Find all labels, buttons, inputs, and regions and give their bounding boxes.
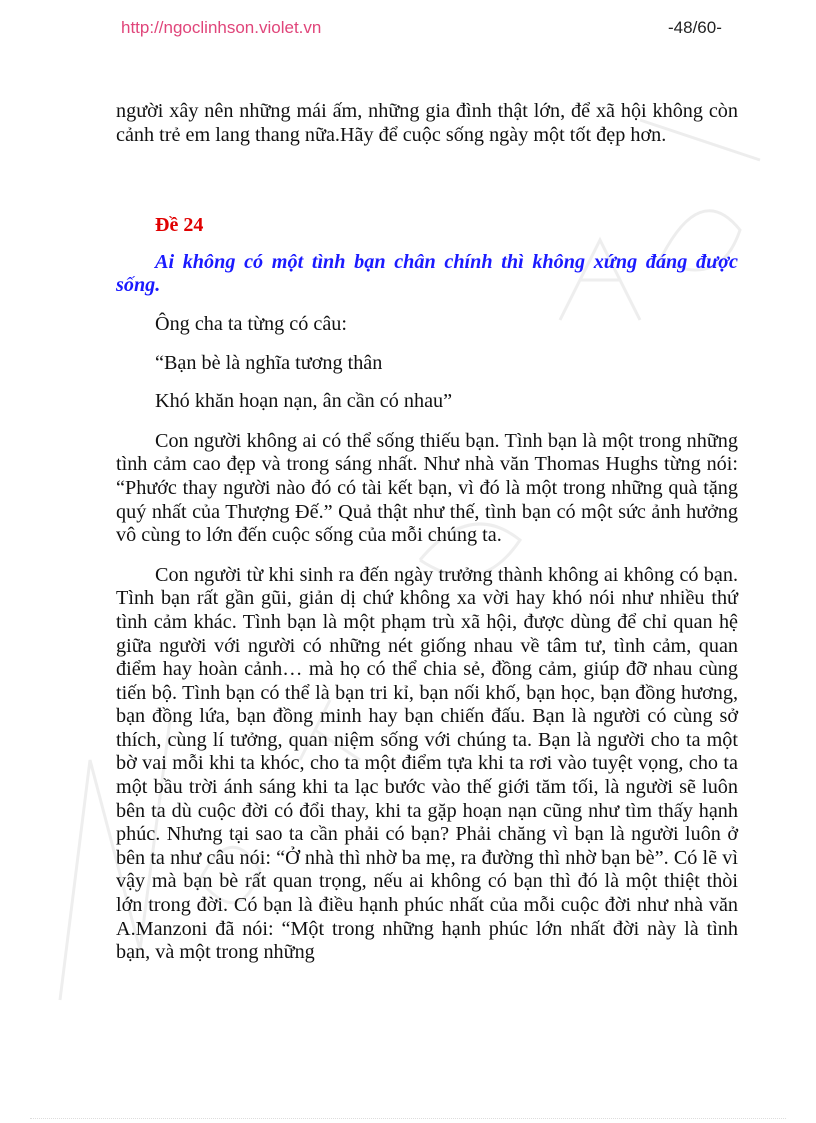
intro-paragraph: người xây nên những mái ấm, những gia đình thật lớn, để xã hội không còn cảnh trẻ em lang thang nữa.Hãy để cuộc sống ngày một tốt đẹp hơn. bbox=[116, 100, 738, 146]
quote-line: “Bạn bè là nghĩa tương thân bbox=[155, 351, 383, 374]
section-subtitle: Ai không có một tình bạn chân chính thì không xứng đáng được sống. bbox=[116, 250, 738, 297]
header-url-link[interactable]: http://ngoclinhson.violet.vn bbox=[121, 18, 322, 37]
body-paragraph: Con người từ khi sinh ra đến ngày trưởng thành không ai không có bạn. Tình bạn rất gần gũi, giản dị chứ không xa vời hay khó nói như nhiều thứ tình cảm khác. Tình bạn là một phạm trù xã hội, được dùng để chỉ quan hệ giữa người với người có những nét giống nhau về tâm tư, tình cảm, quan điểm hay hoàn cảnh… mà họ có thể chia sẻ, đồng cảm, giúp đỡ nhau cùng tiến bộ. Tình bạn có thể là bạn tri kỉ, bạn nối khố, bạn học, bạn đồng hương, bạn đồng lứa, bạn đồng minh hay bạn chiến đấu. Bạn là người có cùng sở thích, cùng lí tưởng, quan niệm sống với chúng ta. Bạn là người cho ta một bờ vai mỗi khi ta khóc, cho ta một điểm tựa khi ta rơi vào tuyệt vọng, cho ta một bầu trời ánh sáng khi ta lạc bước vào thế giới tăm tối, là người sẽ luôn bên ta dù cuộc đời có đổi thay, khi ta gặp hoạn nạn cũng như tìm thấy hạnh phúc. Nhưng tại sao ta cần phải có bạn? Phải chăng vì bạn là người luôn ở bên ta như câu nói: “Ở nhà thì nhờ ba mẹ, ra đường thì nhờ bạn bè”. Có lẽ vì vậy mà bạn bè rất quan trọng, nếu ai không có bạn thì đó là một thiệt thòi lớn trong đời. Có bạn là điều hạnh phúc nhất của mỗi cuộc đời như nhà văn A.Manzoni đã nói: “Một trong những hạnh phúc lớn nhất đời này là tình bạn, và một trong những bbox=[116, 563, 738, 964]
quote-line: Khó khăn hoạn nạn, ân cần có nhau” bbox=[155, 390, 453, 413]
body-paragraph: Con người không ai có thể sống thiếu bạn. Tình bạn là một trong những tình cảm cao đẹp và trong sáng nhất. Như nhà văn Thomas Hughs từng nói: “Phước thay người nào đó có tài kết bạn, vì đó là một trong những quà tặng quý nhất của Thượng Đế.” Quả thật như thế, tình bạn có một sức ảnh hưởng vô cùng to lớn đến cuộc sống của mỗi chúng ta. bbox=[116, 429, 738, 547]
quote-line: Ông cha ta từng có câu: bbox=[155, 312, 347, 335]
section-heading: Đề 24 bbox=[155, 214, 204, 237]
page-footer-divider bbox=[30, 1118, 786, 1119]
page-number: -48/60- bbox=[668, 18, 722, 37]
document-body bbox=[116, 100, 738, 965]
